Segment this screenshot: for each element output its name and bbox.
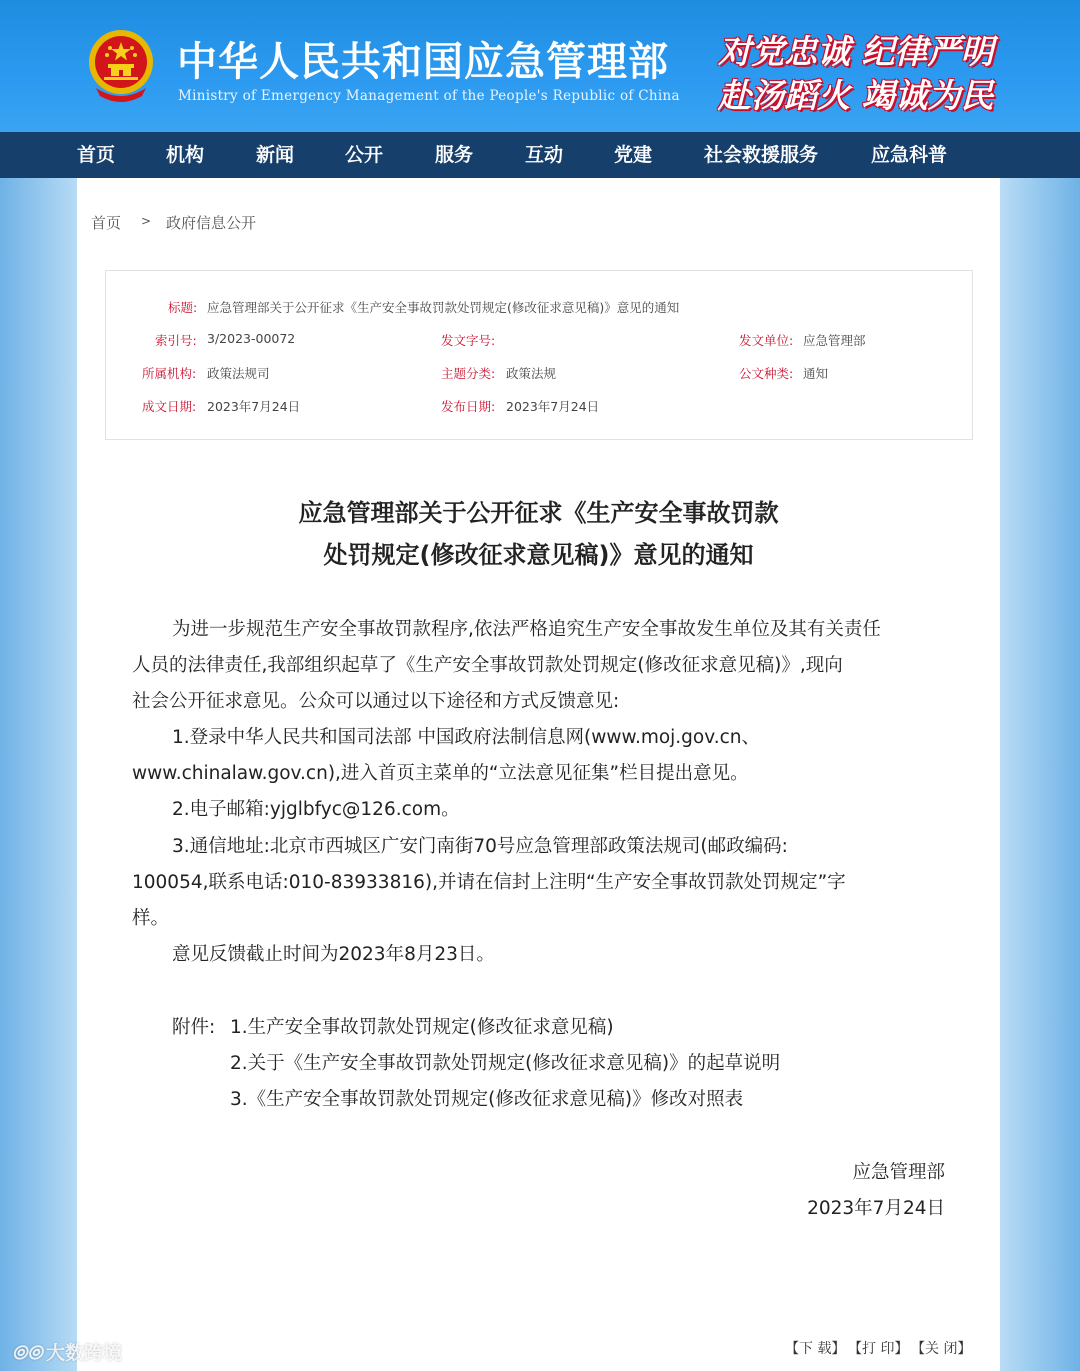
nav-item-services[interactable]: 服务 xyxy=(435,144,474,166)
signature-organization: 应急管理部 xyxy=(852,1162,945,1183)
document-title-line-1: 应急管理部关于公开征求《生产安全事故罚款 xyxy=(298,499,779,527)
site-header xyxy=(0,0,1080,132)
site-title-english: Ministry of Emergency Management of the People's Republic of China xyxy=(178,88,680,104)
body-line: 样。 xyxy=(132,908,170,929)
meta-topic-label: 主题分类: xyxy=(441,366,496,381)
attachment-item[interactable]: 3.《生产安全事故罚款处罚规定(修改征求意见稿)》修改对照表 xyxy=(230,1089,744,1110)
meta-kind-label: 公文种类: xyxy=(739,366,794,381)
nav-item-news[interactable]: 新闻 xyxy=(256,144,295,166)
slogan-line-2: 赴汤蹈火 竭诚为民 xyxy=(718,76,994,115)
breadcrumb-separator: > xyxy=(141,214,152,228)
attachments-label: 附件: xyxy=(172,1017,216,1038)
body-line: www.chinalaw.gov.cn),进入首页主菜单的“立法意见征集”栏目提出意见。 xyxy=(132,763,749,784)
nav-item-party[interactable]: 党建 xyxy=(614,144,653,166)
document-title-line-2: 处罚规定(修改征求意见稿)》意见的通知 xyxy=(323,541,754,569)
watermark xyxy=(12,1338,122,1365)
meta-index-label: 索引号: xyxy=(155,333,197,348)
close-button[interactable]: 【关 闭】 xyxy=(911,1341,972,1357)
meta-created-label: 成文日期: xyxy=(142,399,197,414)
main-nav xyxy=(0,132,1080,178)
meta-docno-label: 发文字号: xyxy=(441,333,496,348)
body-line: 1.登录中华人民共和国司法部 中国政府法制信息网(www.moj.gov.cn、 xyxy=(172,727,761,748)
body-line: 社会公开征求意见。公众可以通过以下途径和方式反馈意见: xyxy=(132,691,620,712)
nav-item-rescue-services[interactable]: 社会救援服务 xyxy=(704,144,819,166)
nav-item-science[interactable]: 应急科普 xyxy=(871,144,948,166)
meta-topic-value: 政策法规 xyxy=(506,366,557,381)
body-line: 100054,联系电话:010-83933816),并请在信封上注明“生产安全事故罚款处罚规定”字 xyxy=(132,872,846,893)
content-panel xyxy=(77,178,1000,1371)
meta-org-value: 政策法规司 xyxy=(207,366,270,381)
meta-kind-value: 通知 xyxy=(803,366,829,381)
attachment-item[interactable]: 1.生产安全事故罚款处罚规定(修改征求意见稿) xyxy=(230,1017,614,1038)
meta-org-label: 所属机构: xyxy=(142,366,197,381)
download-button[interactable]: 【下 载】 xyxy=(785,1341,846,1357)
body-line: 为进一步规范生产安全事故罚款程序,依法严格追究生产安全事故发生单位及其有关责任 xyxy=(172,619,881,640)
meta-issuer-label: 发文单位: xyxy=(739,333,794,348)
body-line: 2.电子邮箱:yjglbfyc@126.com。 xyxy=(172,799,460,820)
meta-created-value: 2023年7月24日 xyxy=(207,399,301,414)
print-button[interactable]: 【打 印】 xyxy=(848,1341,909,1357)
nav-item-public[interactable]: 公开 xyxy=(345,144,384,166)
meta-published-value: 2023年7月24日 xyxy=(506,399,600,414)
meta-issuer-value: 应急管理部 xyxy=(803,333,866,348)
meta-published-label: 发布日期: xyxy=(441,399,496,414)
meta-title-value: 应急管理部关于公开征求《生产安全事故罚款处罚规定(修改征求意见稿)》意见的通知 xyxy=(207,300,680,315)
meta-index-value: 3/2023-00072 xyxy=(207,331,296,346)
document-metadata xyxy=(105,270,973,440)
slogan-line-1: 对党忠诚 纪律严明 xyxy=(718,32,994,71)
meta-title-label: 标题: xyxy=(168,300,198,315)
nav-item-home[interactable]: 首页 xyxy=(77,144,116,166)
body-line: 意见反馈截止时间为2023年8月23日。 xyxy=(172,944,495,965)
site-title: 中华人民共和国应急管理部 xyxy=(177,39,669,85)
breadcrumb-current[interactable]: 政府信息公开 xyxy=(166,214,257,232)
body-line: 3.通信地址:北京市西城区广安门南街70号应急管理部政策法规司(邮政编码: xyxy=(172,836,788,857)
breadcrumb-home[interactable]: 首页 xyxy=(91,214,122,232)
national-emblem-icon xyxy=(86,28,156,104)
watermark-text: 大数跨境 xyxy=(46,1342,123,1364)
nav-item-organization[interactable]: 机构 xyxy=(166,144,205,166)
attachment-item[interactable]: 2.关于《生产安全事故罚款处罚规定(修改征求意见稿)》的起草说明 xyxy=(230,1053,781,1074)
watermark-logo-icon: ⦾⦾ xyxy=(12,1342,43,1364)
nav-item-interaction[interactable]: 互动 xyxy=(525,144,564,166)
signature-date: 2023年7月24日 xyxy=(807,1198,945,1219)
body-line: 人员的法律责任,我部组织起草了《生产安全事故罚款处罚规定(修改征求意见稿)》,现向 xyxy=(132,655,843,676)
